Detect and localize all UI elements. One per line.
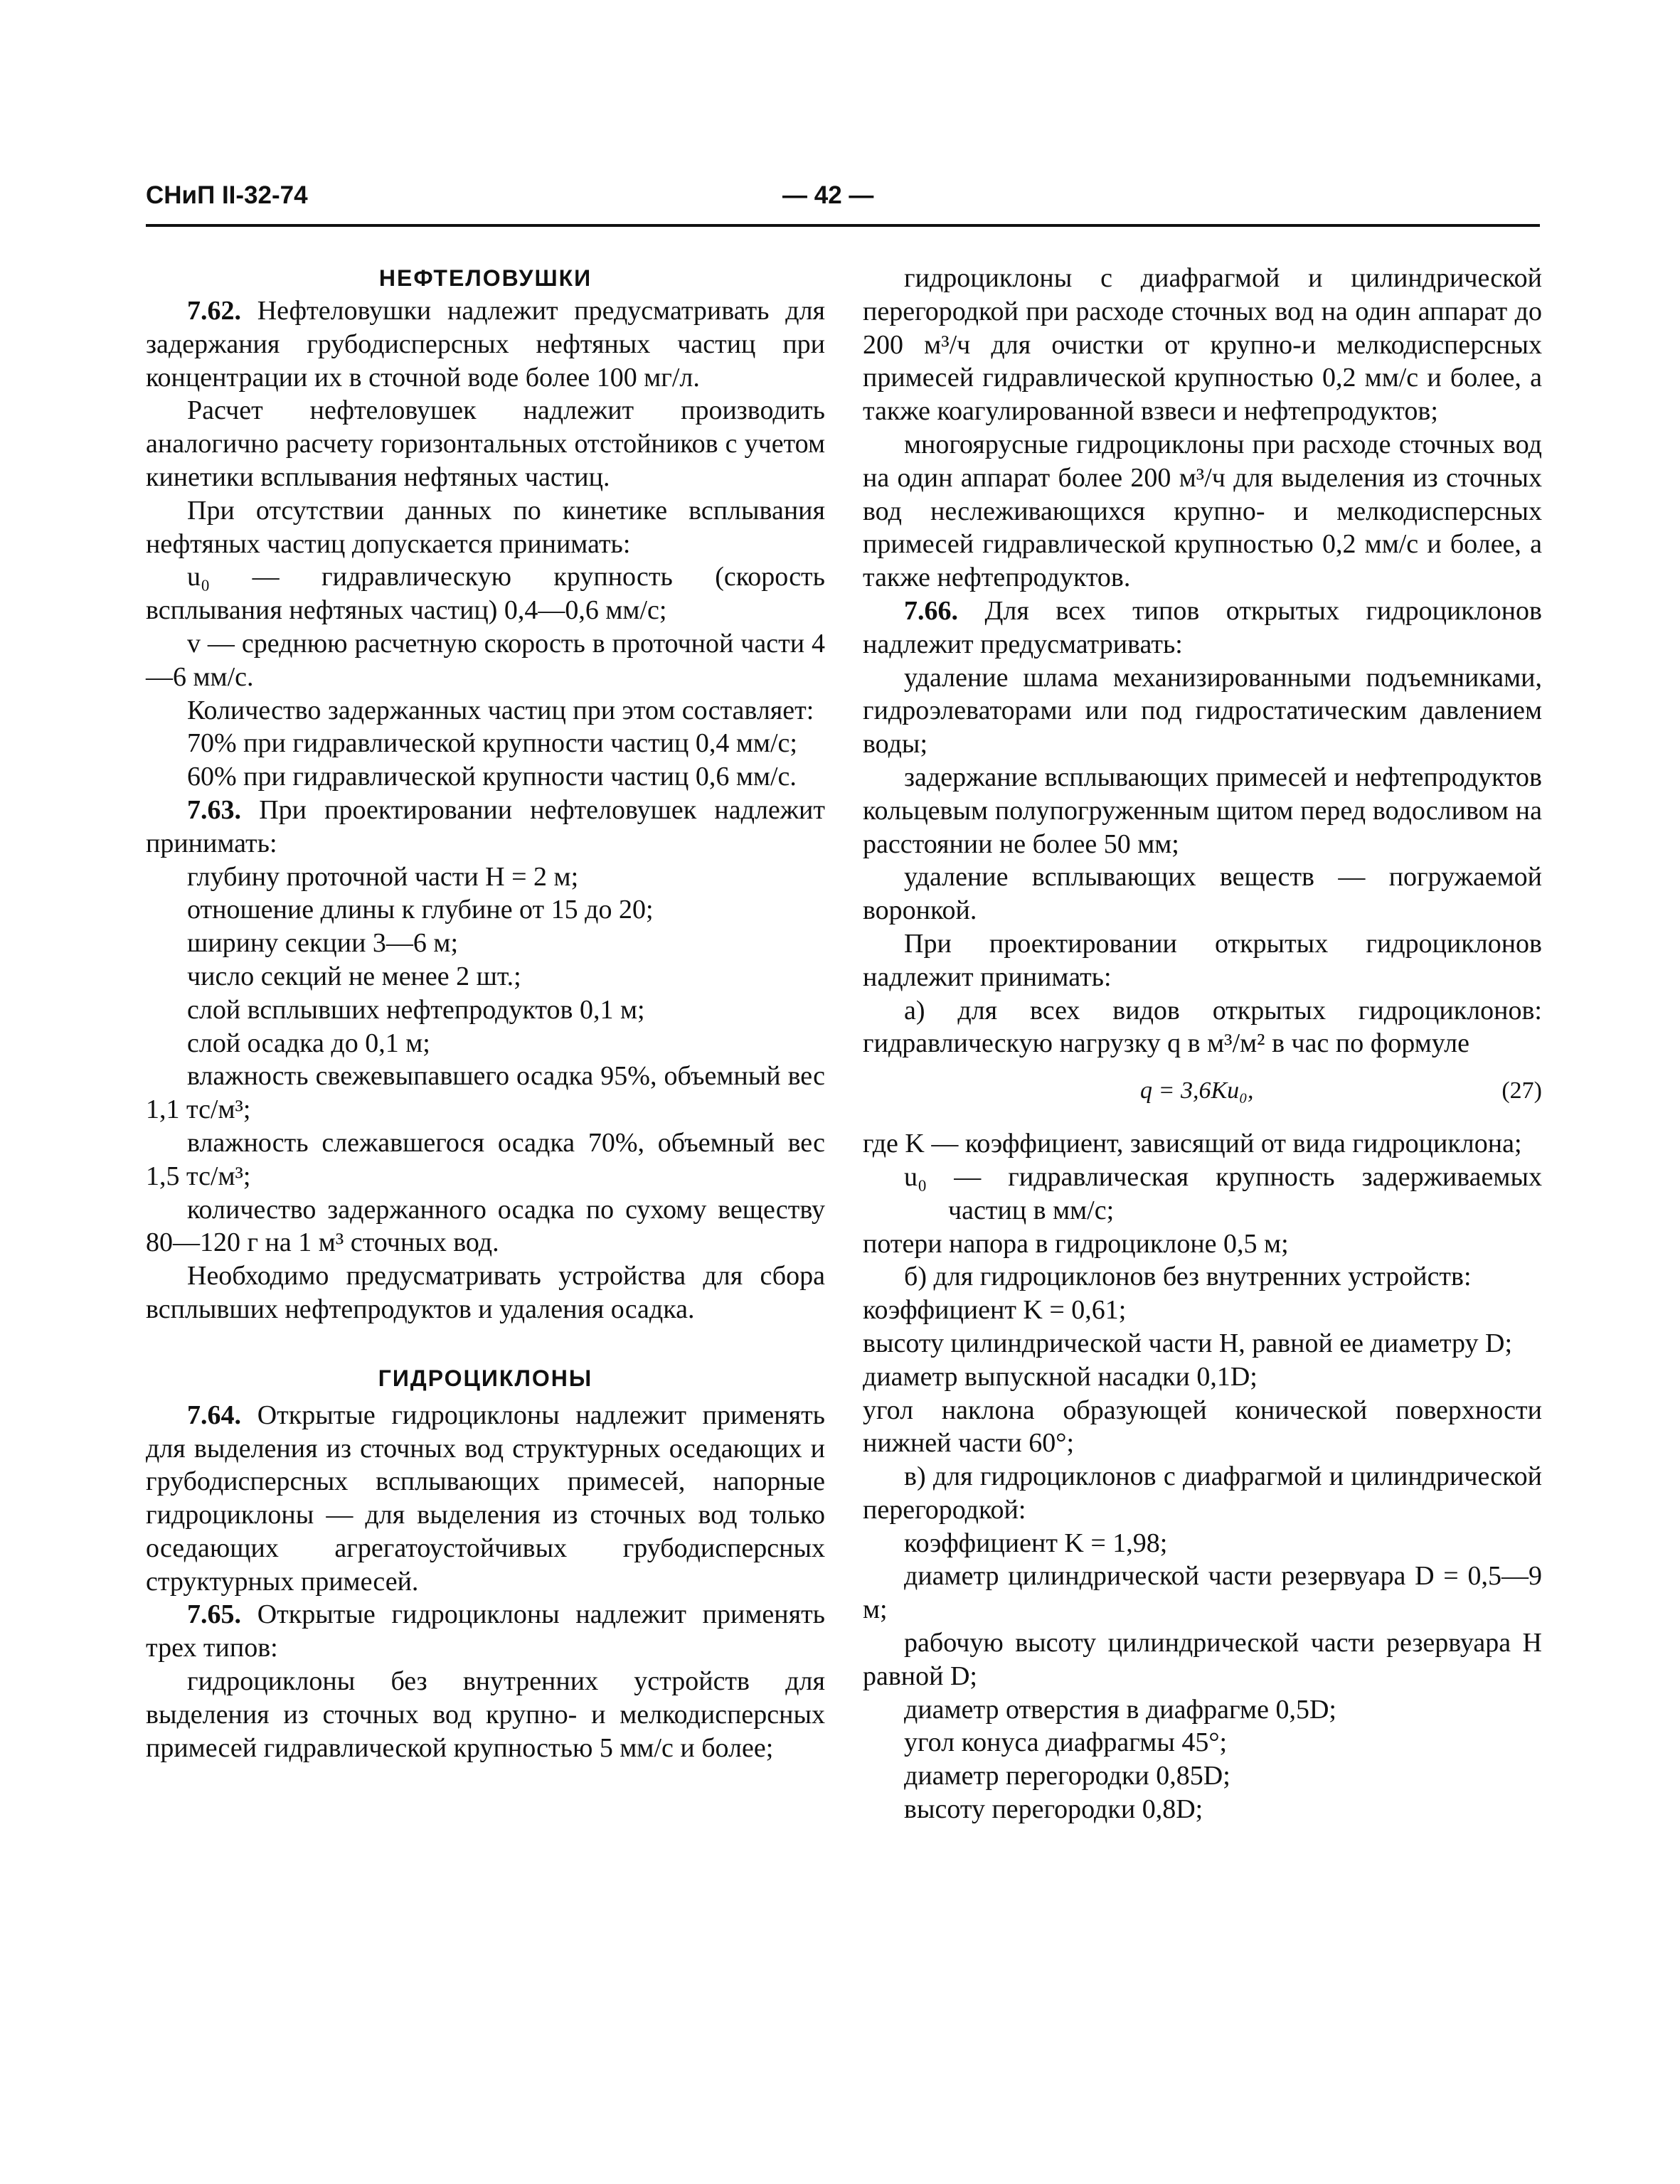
clause-7-66 — [863, 595, 1542, 661]
clause-number: 7.62. — [187, 296, 241, 326]
clause-number: 7.65. — [187, 1599, 241, 1630]
paragraph: многоярусные гидроциклоны при расходе сточных вод на один аппарат более 200 м³/ч для выделения из сточных вод неслеживающихся крупно- и мелкодисперсных примесей гидравлической крупностью 0,2 мм/с и более, а также нефтепродуктов. — [863, 429, 1542, 593]
paragraph: При проектировании открытых гидроциклонов надлежит принимать: — [863, 928, 1542, 992]
paragraph: угол наклона образующей конической поверхности нижней части 60°; — [863, 1395, 1542, 1459]
left-column — [146, 262, 825, 1764]
paragraph: гидроциклоны с диафрагмой и цилиндрической перегородкой при расходе сточных вод на один аппарат до 200 м³/ч для очистки от крупно-и мелкодисперсных примесей гидравлической крупностью 0,2 мм/с и более, а также коагулированной взвеси и нефтепродуктов; — [863, 263, 1542, 427]
paragraph: удаление всплывающих веществ — погружаемой воронкой. — [863, 862, 1542, 926]
paragraph: потери напора в гидроциклоне 0,5 м; — [863, 1228, 1289, 1259]
list-item: количество задержанного осадка по сухому веществу 80—120 г на 1 м³ сточных вод. — [146, 1194, 825, 1258]
list-item: диаметр отверстия в диафрагме 0,5D; — [904, 1694, 1336, 1725]
document-code: СНиП II-32-74 — [146, 181, 308, 209]
page-number: — 42 — — [782, 181, 874, 209]
right-column — [863, 262, 1542, 1826]
paragraph: рабочую высоту цилиндрической части резервуара H равной D; — [863, 1628, 1542, 1691]
clause-7-64 — [146, 1399, 825, 1599]
list-item: высоту перегородки 0,8D; — [904, 1794, 1203, 1825]
paragraph: коэффициент K = 1,98; — [904, 1528, 1168, 1558]
paragraph: v — среднюю расчетную скорость в проточной части 4—6 мм/с. — [146, 628, 825, 692]
paragraph: удаление шлама механизированными подъемниками, гидроэлеваторами или под гидростатическим давлением воды; — [863, 662, 1542, 760]
paragraph: 60% при гидравлической крупности частиц 0,6 мм/с. — [187, 762, 797, 792]
clause-text: При проектировании нефтеловушек надлежит принимать: — [146, 794, 825, 858]
list-item: диаметр перегородки 0,85D; — [904, 1761, 1230, 1791]
paragraph: Необходимо предусматривать устройства для сбора всплывших нефтепродуктов и удаления осадка. — [146, 1261, 825, 1324]
list-item: влажность свежевыпавшего осадка 95%, объемный вес 1,1 тс/м³; — [146, 1061, 825, 1125]
list-item: влажность слежавшегося осадка 70%, объемный вес 1,5 тс/м³; — [146, 1127, 825, 1191]
list-item: ширину секции 3—6 м; — [187, 928, 459, 959]
paragraph: диаметр выпускной насадки 0,1D; — [863, 1361, 1258, 1392]
list-item: слой всплывших нефтепродуктов 0,1 м; — [187, 994, 645, 1025]
paragraph: гидроциклоны без внутренних устройств для выделения из сточных вод крупно- и мелкодисперсных примесей гидравлической крупностью 5 мм/с и более; — [146, 1666, 825, 1763]
paragraph: u₀ — гидравлическую крупность (скорость всплывания нефтяных частиц) 0,4—0,6 мм/с; — [146, 562, 825, 626]
clause-7-62 — [146, 294, 825, 394]
paragraph: высоту цилиндрической части H, равной ее диаметру D; — [863, 1328, 1513, 1358]
clause-text: Для всех типов открытых гидроциклонов надлежит предусматривать: — [863, 595, 1543, 659]
paragraph: 70% при гидравлической крупности частиц 0,4 мм/с; — [187, 728, 797, 759]
section-heading-hydrocyclones: ГИДРОЦИКЛОНЫ — [378, 1365, 593, 1391]
list-item: слой осадка до 0,1 м; — [187, 1028, 430, 1058]
formula-27 — [863, 1070, 1542, 1107]
clause-text: Открытые гидроциклоны надлежит применять трех типов: — [146, 1599, 826, 1663]
clause-number: 7.64. — [187, 1400, 241, 1430]
paragraph: коэффициент K = 0,61; — [863, 1295, 1127, 1326]
paragraph: диаметр цилиндрической части резервуара D = 0,5—9 м; — [863, 1561, 1542, 1625]
list-item: глубину проточной части H = 2 м; — [187, 861, 579, 892]
paragraph: задержание всплывающих примесей и нефтепродуктов кольцевым полупогруженным щитом перед водосливом на расстоянии не более 50 мм; — [863, 762, 1542, 859]
definition: где K — коэффициент, зависящий от вида гидроциклона; — [863, 1129, 1522, 1159]
list-item: угол конуса диафрагмы 45°; — [904, 1727, 1228, 1758]
clause-number: 7.63. — [187, 794, 241, 825]
clause-7-65 — [146, 1598, 825, 1665]
section-heading-oil-traps: НЕФТЕЛОВУШКИ — [378, 265, 592, 291]
list-item: число секций не менее 2 шт.; — [187, 961, 521, 991]
formula-number: (27) — [1501, 1077, 1542, 1104]
header-rule — [146, 224, 1540, 227]
definition: u₀ — гидравлическая крупность задерживаемых частиц в мм/с; — [904, 1161, 1542, 1225]
clause-7-63 — [146, 794, 825, 861]
clause-text: Нефтеловушки надлежит предусматривать для задержания грубодисперсных нефтяных частиц при концентрации их в сточной воде более 100 мг/л. — [146, 296, 826, 393]
list-item: отношение длины к глубине от 15 до 20; — [187, 895, 654, 925]
paragraph: б) для гидроциклонов без внутренних устройств: — [904, 1262, 1472, 1292]
paragraph: Количество задержанных частиц при этом составляет: — [187, 695, 814, 725]
paragraph: Расчет нефтеловушек надлежит производить аналогично расчету горизонтальных отстойников с учетом кинетики всплывания нефтяных частиц. — [146, 395, 825, 492]
page-header — [146, 181, 1540, 224]
clause-text: Открытые гидроциклоны надлежит применять для выделения из сточных вод структурных оседающих и грубодисперсных всплывающих примесей, напорные гидроциклоны — для выделения из сточных вод только оседающих агрегатоустойчивых грубодисперсных структурных примесей. — [146, 1400, 826, 1597]
clause-number: 7.66. — [904, 595, 958, 626]
formula-expression: q = 3,6Ku₀, — [1140, 1077, 1254, 1104]
paragraph: а) для всех видов открытых гидроциклонов: гидравлическую нагрузку q в м³/м² в час по формуле — [863, 995, 1542, 1059]
paragraph: При отсутствии данных по кинетике всплывания нефтяных частиц допускается принимать: — [146, 495, 825, 559]
paragraph: в) для гидроциклонов с диафрагмой и цилиндрической перегородкой: — [863, 1461, 1542, 1525]
